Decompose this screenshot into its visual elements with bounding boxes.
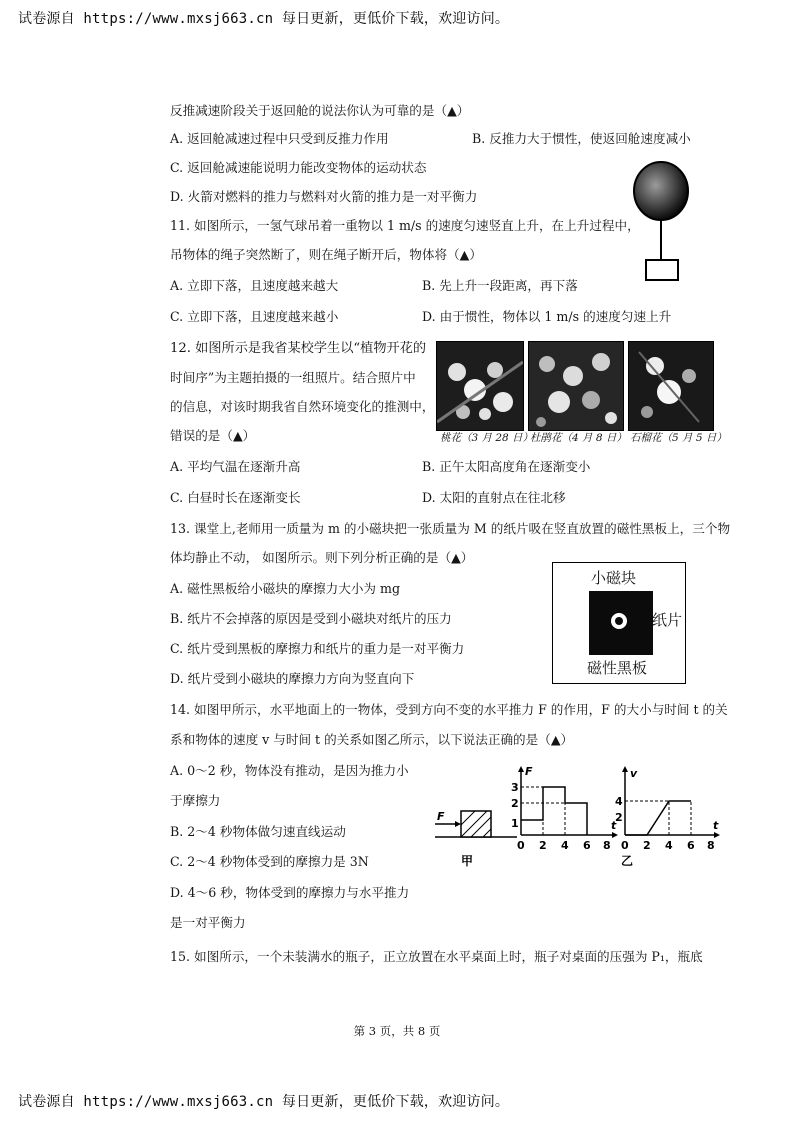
magnet-center xyxy=(615,617,623,625)
t-tick-6: 6 xyxy=(583,839,591,852)
q12-option-d: D. 太阳的直射点在往北移 xyxy=(422,490,566,505)
figure-jia xyxy=(435,810,517,868)
v-tick-2: 2 xyxy=(615,811,623,824)
photo-peach-blossom xyxy=(436,341,524,431)
t-tick-0: 0 xyxy=(517,839,525,852)
q13-option-d: D. 纸片受到小磁块的摩擦力方向为竖直向下 xyxy=(170,671,415,686)
q15-stem: 15. 如图所示，一个未装满水的瓶子，正立放置在水平桌面上时，瓶子对桌面的压强为 P₁，瓶底 xyxy=(170,949,703,964)
q12-stem-line2: 时间序”为主题拍摄的一组照片。结合照片中 xyxy=(170,370,416,385)
q14-option-a-line2: 于摩擦力 xyxy=(170,793,221,808)
t-tick-2b: 2 xyxy=(643,839,651,852)
q12-option-b: B. 正午太阳高度角在逐渐变小 xyxy=(422,459,591,474)
q14-stem-line2: 系和物体的速度 v 与时间 t 的关系如图乙所示，以下说法正确的是（▲） xyxy=(170,732,574,747)
q14-option-d-line2: 是一对平衡力 xyxy=(170,915,246,930)
page-number: 第 3 页，共 8 页 xyxy=(353,1024,441,1038)
t-tick-8: 8 xyxy=(603,839,611,852)
v-t-curve xyxy=(625,801,691,835)
v-axis-label: v xyxy=(630,767,638,780)
q13-option-c: C. 纸片受到黑板的摩擦力和纸片的重力是一对平衡力 xyxy=(170,641,465,656)
q11-option-d: D. 由于惯性，物体以 1 m/s 的速度匀速上升 xyxy=(422,309,672,324)
graph-f-t xyxy=(511,765,618,852)
q14-option-a-line1: A. 0～2 秒，物体没有推动，是因为推力小 xyxy=(170,763,409,778)
caption-azalea: 杜鹃花（4 月 8 日） xyxy=(530,432,627,444)
t-tick-4b: 4 xyxy=(665,839,673,852)
q14-option-c: C. 2～4 秒物体受到的摩擦力是 3N xyxy=(170,854,369,869)
q11-option-c: C. 立即下落，且速度越来越小 xyxy=(170,309,339,324)
balloon xyxy=(634,162,688,220)
t-axis-label-2: t xyxy=(713,819,719,832)
f-t-curve xyxy=(521,787,587,835)
photo-pomegranate xyxy=(628,341,714,431)
magnet-figure xyxy=(552,562,686,684)
label-board: 磁性黑板 xyxy=(587,659,648,677)
q13-stem-line1: 13. 课堂上,老师用一质量为 m 的小磁块把一张质量为 M 的纸片吸在竖直放置的磁性黑板上，三个物 xyxy=(170,521,731,536)
q10-option-a: A. 返回舱减速过程中只受到反推力作用 xyxy=(170,131,389,146)
t-tick-2: 2 xyxy=(539,839,547,852)
q13-option-a: A. 磁性黑板给小磁块的摩擦力大小为 mg xyxy=(170,581,401,596)
t-tick-0b: 0 xyxy=(621,839,629,852)
graph-v-t xyxy=(615,766,720,868)
caption-pomegranate: 石榴花（5 月 5 日） xyxy=(630,432,727,444)
q10-stem: 反推减速阶段关于返回舱的说法你认为可靠的是（▲） xyxy=(170,103,470,118)
label-yi: 乙 xyxy=(621,854,634,868)
label-magnet: 小磁块 xyxy=(591,569,637,587)
label-paper: 纸片 xyxy=(652,611,683,629)
q10-option-b: B. 反推力大于惯性，使返回舱速度减小 xyxy=(472,131,691,146)
q13-option-b: B. 纸片不会掉落的原因是受到小磁块对纸片的压力 xyxy=(170,611,452,626)
q10-option-c: C. 返回舱减速能说明力能改变物体的运动状态 xyxy=(170,160,427,175)
label-jia: 甲 xyxy=(461,854,474,868)
q10-option-d: D. 火箭对燃料的推力与燃料对火箭的推力是一对平衡力 xyxy=(170,189,478,204)
force-label: F xyxy=(437,810,445,823)
weight-block xyxy=(646,260,678,280)
top-banner: 试卷源自 https://www.mxsj663.cn 每日更新，更低价下载，欢迎访问。 xyxy=(18,11,510,27)
f-tick-1: 1 xyxy=(511,817,519,830)
q12-option-c: C. 白昼时长在逐渐变长 xyxy=(170,490,301,505)
t-tick-4: 4 xyxy=(561,839,569,852)
q12-option-a: A. 平均气温在逐渐升高 xyxy=(170,459,301,474)
q13-stem-line2: 体均静止不动， 如图所示。则下列分析正确的是（▲） xyxy=(170,550,474,565)
q11-stem-line1: 11. 如图所示，一氢气球吊着一重物以 1 m/s 的速度匀速竖直上升，在上升过程中， xyxy=(170,218,640,233)
q11-option-b: B. 先上升一段距离，再下落 xyxy=(422,278,578,293)
q14-figure xyxy=(425,765,725,875)
q12-stem-line3: 的信息，对该时期我省自然环境变化的推测中， xyxy=(170,399,435,414)
t-axis-label-1: t xyxy=(611,819,617,832)
photo-azalea xyxy=(528,341,624,431)
t-tick-8b: 8 xyxy=(707,839,715,852)
q14-option-b: B. 2～4 秒物体做匀速直线运动 xyxy=(170,824,346,839)
t-tick-6b: 6 xyxy=(687,839,695,852)
v-tick-4: 4 xyxy=(615,795,623,808)
balloon-figure xyxy=(630,160,700,290)
q11-option-a: A. 立即下落，且速度越来越大 xyxy=(170,278,339,293)
f-tick-3: 3 xyxy=(511,781,519,794)
q12-stem-line1: 12. 如图所示是我省某校学生以“植物开花的 xyxy=(170,341,427,356)
q14-stem-line1: 14. 如图甲所示，水平地面上的一物体，受到方向不变的水平推力 F 的作用，F 的大小与时间 t 的关 xyxy=(170,702,728,717)
f-tick-2: 2 xyxy=(511,797,519,810)
q12-stem-line4: 错误的是（▲） xyxy=(170,428,256,443)
f-axis-label: F xyxy=(525,765,533,778)
caption-peach: 桃花（3 月 28 日） xyxy=(440,432,534,444)
q11-stem-line2: 吊物体的绳子突然断了，则在绳子断开后，物体将（▲） xyxy=(170,247,482,262)
q14-option-d-line1: D. 4～6 秒，物体受到的摩擦力与水平推力 xyxy=(170,885,410,900)
bottom-banner: 试卷源自 https://www.mxsj663.cn 每日更新，更低价下载，欢迎访问。 xyxy=(18,1094,510,1110)
